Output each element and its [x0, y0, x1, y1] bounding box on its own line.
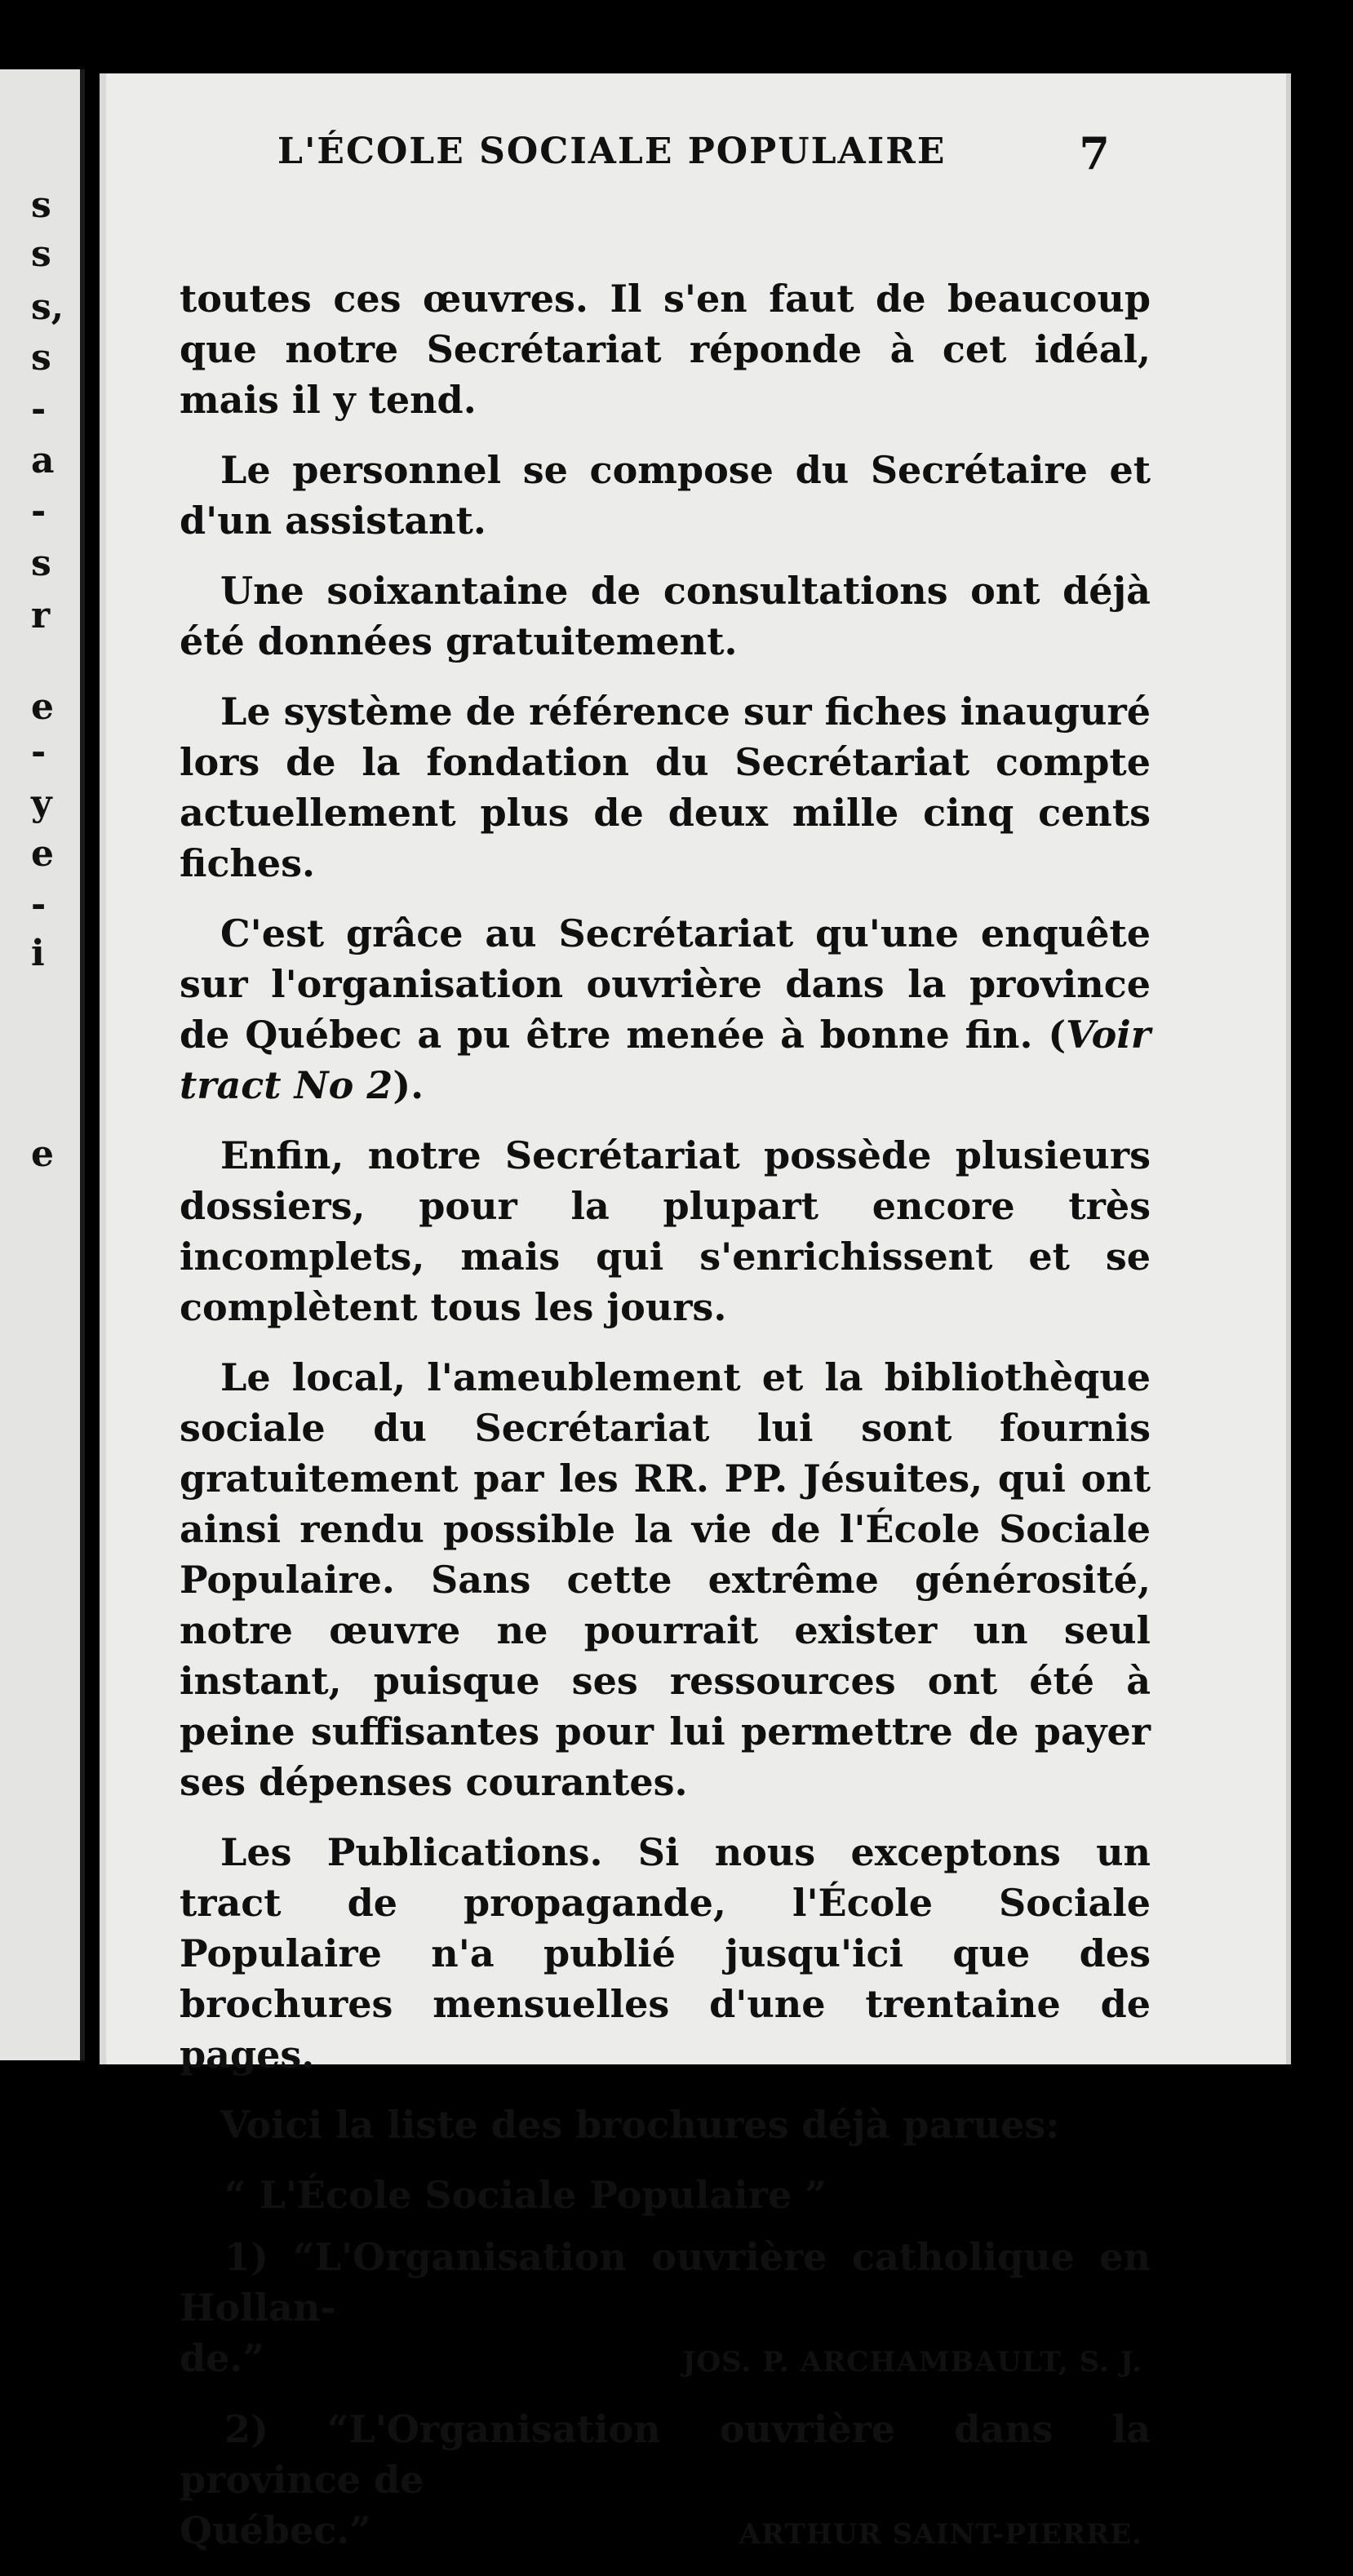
brochure-item [180, 2232, 1151, 2388]
brochure-title-line1: 2) “L'Organisation ouvrière dans la province de [180, 2407, 1151, 2502]
paragraph: Enfin, notre Secrétariat possède plusieurs dossiers, pour la plupart encore très incomplets, mais qui s'enrichissent et se complètent tous les jours. [180, 1133, 1151, 1329]
left-page-fragment: e [31, 686, 54, 728]
left-page-fragment: - [31, 388, 47, 430]
header-title: L'ÉCOLE SOCIALE POPULAIRE [277, 131, 947, 172]
left-page-fragment: y [31, 783, 52, 824]
left-page-fragment: s [31, 337, 51, 379]
left-page-fragment: i [31, 933, 45, 974]
left-page-fragment: a [31, 440, 55, 481]
left-page-fragment: - [31, 731, 47, 773]
paragraph: Le système de référence sur fiches inauguré lors de la fondation du Secrétariat compte actuellement plus de deux mille cinq cents fiches. [180, 689, 1151, 885]
left-page-fragment: e [31, 833, 54, 875]
enquete-text: C'est grâce au Secrétariat qu'une enquête sur l'organisation ouvrière dans la province de Québec a pu être menée à bonne fin. [180, 911, 1151, 1057]
brochure-line2 [180, 2333, 1151, 2388]
paragraph-enquete [180, 908, 1151, 1111]
left-page-fragment: e [31, 1133, 54, 1175]
brochure-line2 [180, 2505, 1151, 2560]
left-page-fragment: - [31, 884, 47, 925]
brochure-author: ARTHUR SAINT-PIERRE. [739, 2518, 1142, 2551]
paragraph: Une soixantaine de consultations ont déjà été données gratuitement. [180, 569, 1151, 663]
brochure-author: JOS. P. ARCHAMBAULT, S. J. [682, 2346, 1142, 2379]
ref-open: ( [1048, 1013, 1067, 1057]
page-number: 7 [1079, 127, 1110, 180]
brochure-title-line1: 1) “L'Organisation ouvrière catholique en Hollan- [180, 2235, 1151, 2330]
series-title: “ L'École Sociale Populaire ” [224, 2173, 827, 2217]
left-page-fragment: s [31, 543, 51, 584]
left-page-fragment: s [31, 184, 51, 226]
paragraph: Voici la liste des brochures déjà parues: [220, 2103, 1060, 2147]
paragraph: Les Publications. Si nous exceptons un tract de propagande, l'École Sociale Populaire n'a publié jusqu'ici que des brochures mensuelles d'une trentaine de pages. [180, 1830, 1151, 2077]
left-page-fragment: s [31, 233, 51, 275]
tract-reference: Voir tract No 2 [180, 1013, 1151, 1107]
brochure-item [180, 2404, 1151, 2560]
brochure-title-line2: de.” [180, 2336, 264, 2380]
brochure-title-line2: Québec.” [180, 2508, 371, 2552]
left-page-fragment: - [31, 490, 47, 532]
left-page-fragment: r [31, 595, 51, 636]
paragraph: toutes ces œuvres. Il s'en faut de beaucoup que notre Secrétariat réponde à cet idéal, mais il y tend. [180, 277, 1151, 422]
left-page-edge [0, 69, 85, 2060]
paragraph: Le personnel se compose du Secrétaire et d'un assistant. [180, 448, 1151, 543]
paragraph: Le local, l'ameublement et la bibliothèque sociale du Secrétariat lui sont fournis gratuitement par les RR. PP. Jésuites, qui ont ainsi rendu possible la vie de l'École Sociale Populaire. Sans cette extrême générosité, notre œuvre ne pourrait exister un seul instant, puisque ses ressources ont été à peine suffisantes pour lui permettre de payer ses dépenses courantes. [180, 1355, 1151, 1804]
page-body [180, 273, 1151, 2576]
ref-close: ). [393, 1063, 424, 1107]
left-page-fragment: s, [31, 286, 64, 328]
